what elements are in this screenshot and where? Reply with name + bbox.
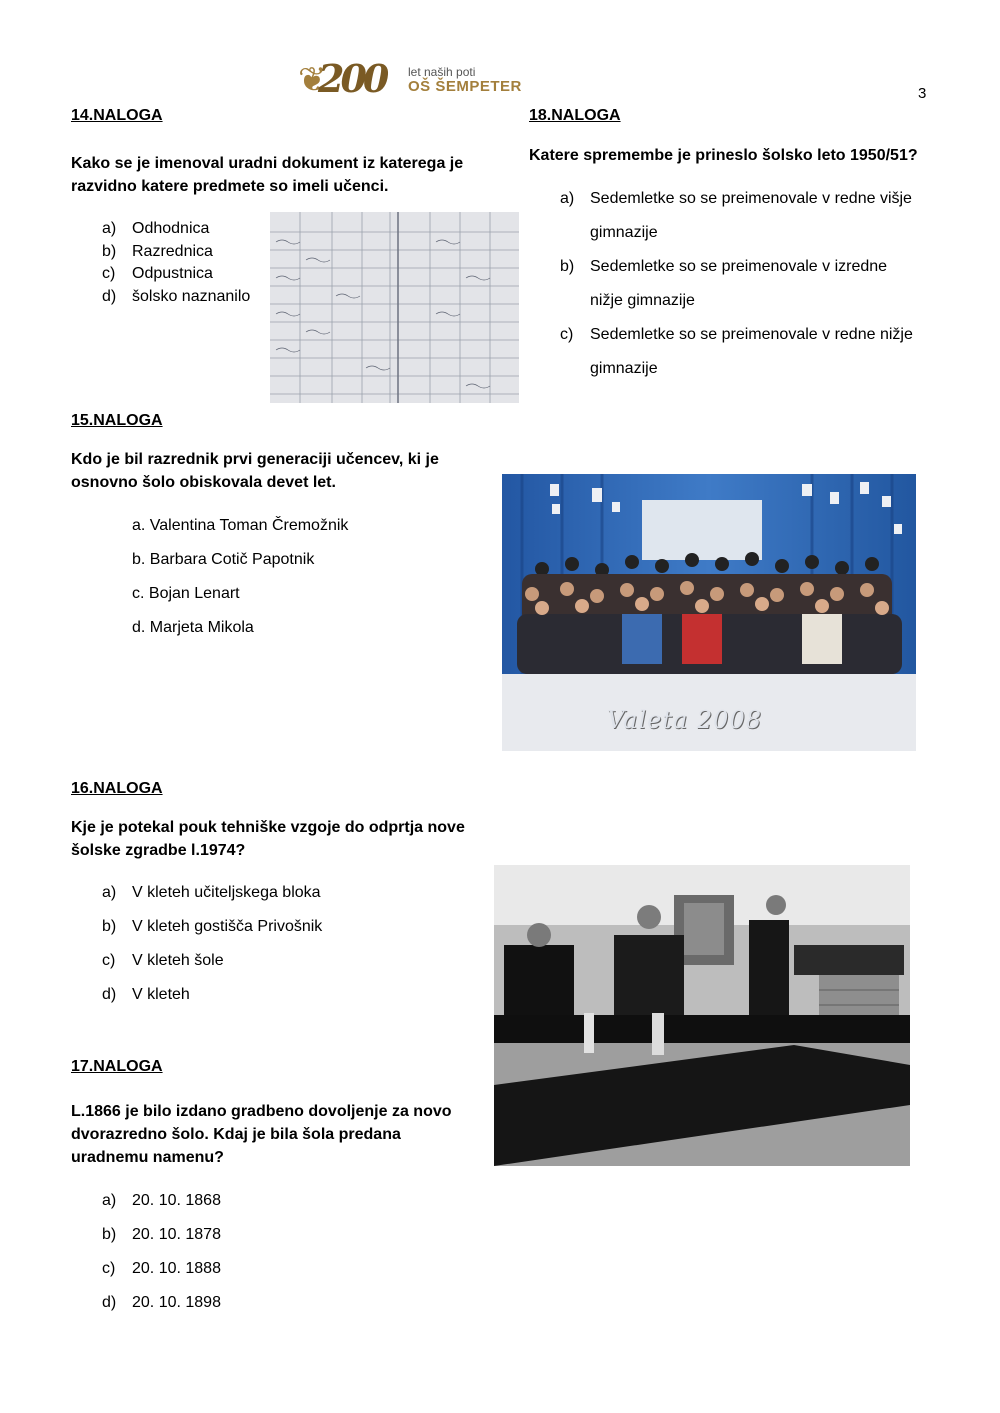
- task17-option-d[interactable]: [102, 1294, 221, 1328]
- option-marker: d): [102, 1294, 117, 1311]
- logo-tagline: let naših poti: [408, 65, 476, 79]
- task14-option-d[interactable]: [102, 288, 250, 311]
- option-marker: c): [102, 952, 116, 969]
- option-marker: b): [560, 258, 575, 275]
- task18-options: [560, 186, 960, 390]
- task18-question: Katere spremembe je prineslo šolsko leto 1950/51?: [529, 147, 918, 164]
- heart-logo-icon: ❦: [298, 60, 327, 100]
- option-marker: a): [560, 190, 575, 207]
- task18-option-b[interactable]: [560, 254, 960, 322]
- option-text: V kleteh učiteljskega bloka: [132, 884, 321, 901]
- task16-question: Kje je potekal pouk tehniške vzgoje do odprtja nove šolske zgradbe l.1974?: [71, 819, 465, 859]
- task16-option-b[interactable]: [102, 918, 322, 952]
- option-marker: b): [102, 242, 117, 260]
- task17-option-b[interactable]: [102, 1226, 221, 1260]
- school-logo: [298, 56, 544, 101]
- option-text: V kleteh: [132, 986, 190, 1003]
- task17-option-a[interactable]: [102, 1192, 221, 1226]
- task16-heading: 16.NALOGA: [71, 780, 163, 797]
- option-text: Razrednica: [132, 242, 213, 260]
- task15-option-b[interactable]: b. Barbara Cotič Papotnik: [132, 551, 315, 568]
- option-text-continued: gimnazije: [590, 224, 658, 241]
- task14-option-b[interactable]: [102, 243, 250, 266]
- task15-option-c[interactable]: c. Bojan Lenart: [132, 585, 240, 602]
- task16-option-d[interactable]: [102, 986, 322, 1020]
- task17-options: [102, 1192, 221, 1328]
- task14-option-c[interactable]: [102, 265, 250, 288]
- option-text: 20. 10. 1888: [132, 1260, 221, 1277]
- task18-option-c[interactable]: [560, 322, 960, 390]
- task15-option-a[interactable]: a. Valentina Toman Čremožnik: [132, 517, 349, 534]
- option-text: 20. 10. 1878: [132, 1226, 221, 1243]
- option-text: Odpustnica: [132, 265, 213, 282]
- task15-heading: 15.NALOGA: [71, 412, 163, 429]
- logo-school-name: OŠ ŠEMPETER: [408, 78, 522, 95]
- task15-options: [132, 517, 348, 653]
- workshop-photo: [494, 865, 910, 1166]
- task16-option-c[interactable]: [102, 952, 322, 986]
- task17-question: L.1866 je bilo izdano gradbeno dovoljenje za novo dvorazredno šolo. Kdaj je bila šola predana uradnemu namenu?: [71, 1103, 452, 1166]
- option-marker: c): [102, 265, 116, 282]
- task18-option-a[interactable]: [560, 186, 960, 254]
- option-marker: d): [102, 287, 117, 305]
- option-marker: a): [102, 884, 117, 901]
- task14-options: [102, 220, 250, 310]
- option-text: 20. 10. 1868: [132, 1192, 221, 1209]
- option-marker: d): [102, 986, 117, 1003]
- option-marker: a): [102, 220, 117, 237]
- task17-heading: 17.NALOGA: [71, 1058, 163, 1075]
- option-marker: a): [102, 1192, 117, 1209]
- option-marker: c): [560, 326, 574, 343]
- task14-heading: 14.NALOGA: [71, 107, 163, 124]
- option-text: V kleteh gostišča Privošnik: [132, 918, 323, 935]
- logo-number: 200: [318, 56, 386, 101]
- photo-caption: Valeta 2008: [607, 706, 762, 734]
- task14-option-a[interactable]: [102, 220, 250, 243]
- option-marker: b): [102, 918, 117, 935]
- option-marker: b): [102, 1226, 117, 1243]
- option-text: 20. 10. 1898: [132, 1294, 221, 1311]
- class-group-photo: [502, 474, 916, 751]
- option-text: Sedemletke so se preimenovale v izredne: [590, 258, 888, 275]
- option-text: Sedemletke so se preimenovale v redne nižje: [590, 326, 913, 343]
- task15-question: Kdo je bil razrednik prvi generaciji učencev, ki je osnovno šolo obiskovala devet let.: [71, 451, 439, 491]
- task17-option-c[interactable]: [102, 1260, 221, 1294]
- option-text-continued: nižje gimnazije: [590, 292, 695, 309]
- class-register-photo: [270, 212, 519, 403]
- task16-option-a[interactable]: [102, 884, 322, 918]
- option-text-continued: gimnazije: [590, 360, 658, 377]
- option-marker: c): [102, 1260, 116, 1277]
- option-text: Sedemletke so se preimenovale v redne višje: [590, 190, 912, 207]
- task18-heading: 18.NALOGA: [529, 107, 621, 124]
- option-text: Odhodnica: [132, 220, 210, 237]
- task16-options: [102, 884, 322, 1020]
- option-text: V kleteh šole: [132, 952, 224, 969]
- page-number: 3: [918, 85, 927, 102]
- task14-question: Kako se je imenoval uradni dokument iz katerega je razvidno katere predmete so imeli učenci.: [71, 155, 464, 195]
- task15-option-d[interactable]: d. Marjeta Mikola: [132, 619, 254, 636]
- option-text: šolsko naznanilo: [132, 287, 251, 305]
